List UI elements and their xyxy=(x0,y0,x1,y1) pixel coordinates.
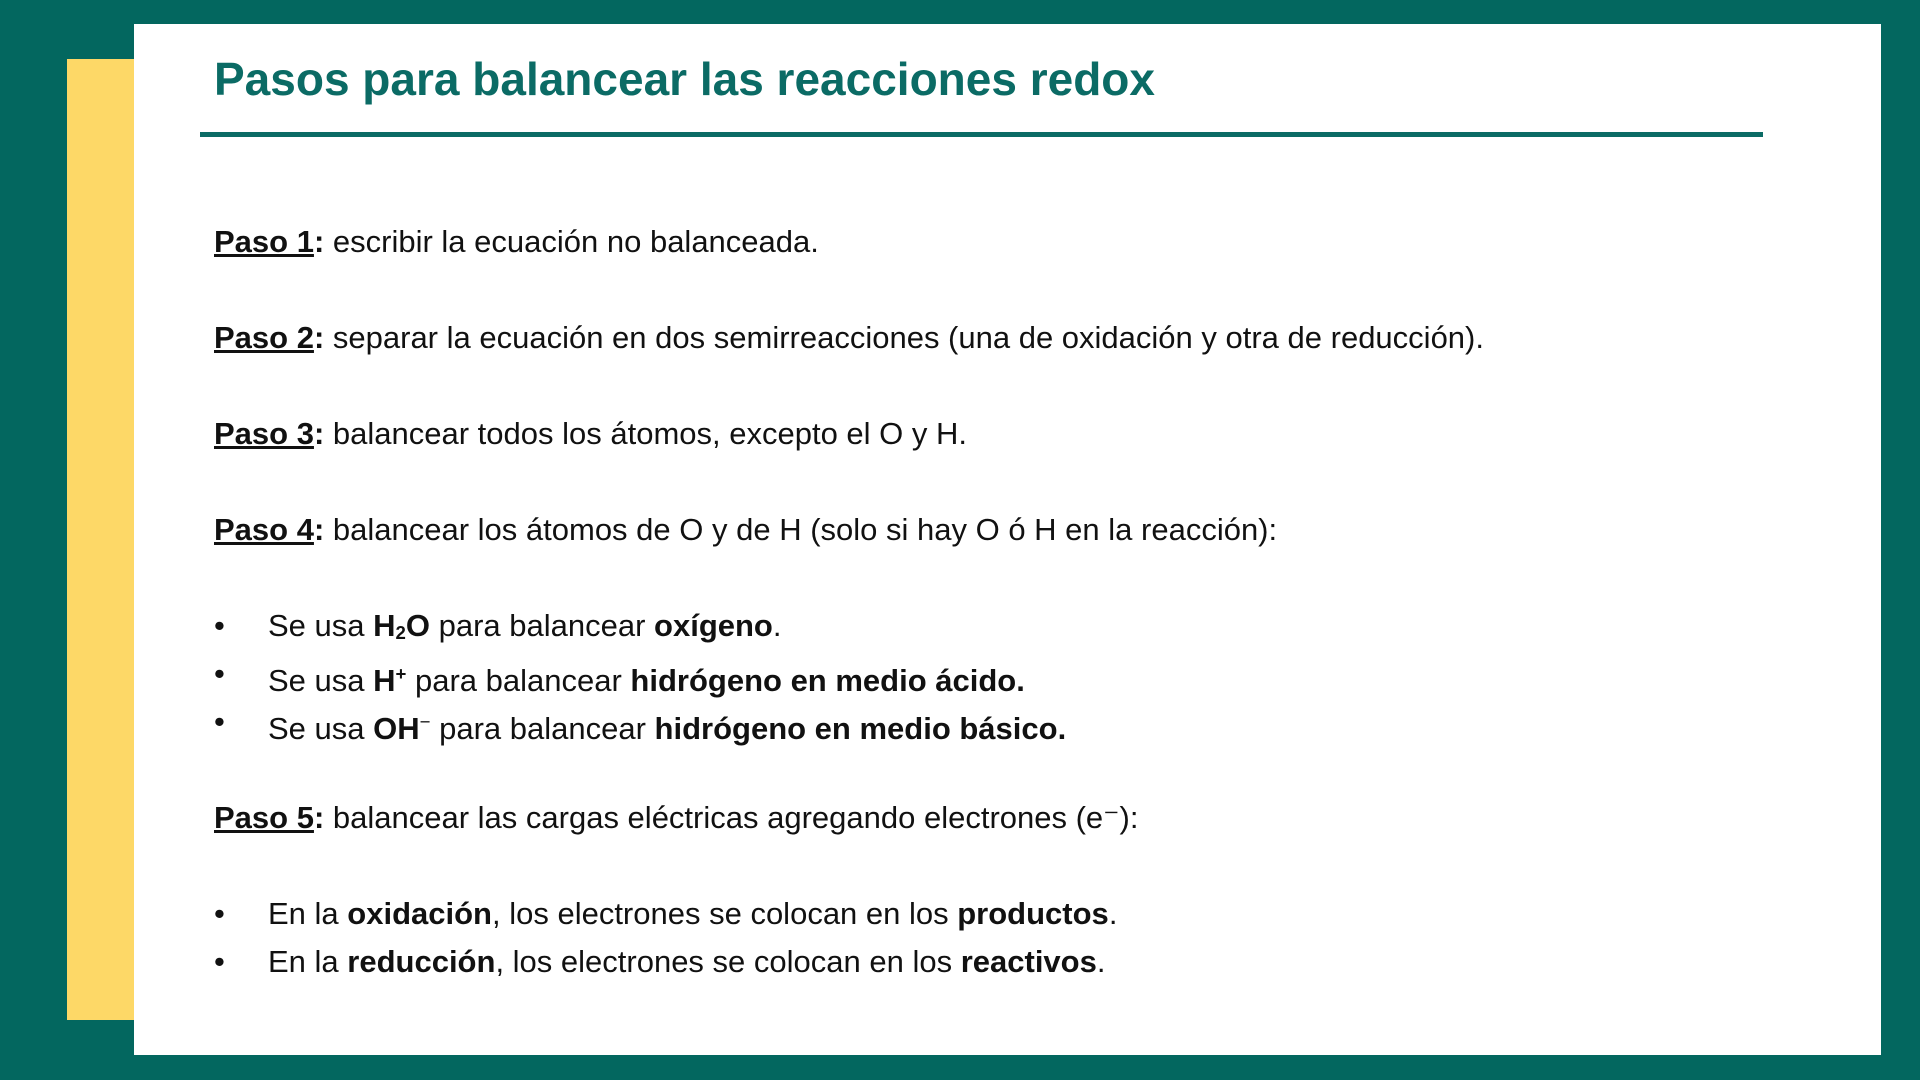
text: para balancear xyxy=(406,663,631,699)
text: Se usa xyxy=(268,663,374,699)
step-5 xyxy=(214,798,1138,838)
text: . xyxy=(1108,896,1118,931)
bullet-icon: • xyxy=(214,656,225,691)
superscript: + xyxy=(395,663,407,684)
formula: OH xyxy=(373,711,420,747)
step-1 xyxy=(214,222,819,262)
slide-title: Pasos para balancear las reacciones redox xyxy=(214,53,1155,105)
bullet-item xyxy=(214,942,1106,982)
colon: : xyxy=(313,416,325,451)
yellow-accent-bar xyxy=(67,59,134,1020)
step-text: balancear todos los átomos, excepto el O y H. xyxy=(324,416,968,451)
text: , los electrones se colocan en los xyxy=(495,944,961,979)
bullet-icon: • xyxy=(214,896,225,931)
emphasis: productos xyxy=(957,896,1109,931)
bullet-item xyxy=(214,894,1118,934)
step-label: Paso 4 xyxy=(214,512,314,547)
colon: : xyxy=(313,512,325,547)
bullet-item xyxy=(214,606,782,646)
step-label: Paso 1 xyxy=(214,224,314,259)
bullet-icon: • xyxy=(214,608,225,643)
step-label: Paso 3 xyxy=(214,416,314,451)
colon: : xyxy=(313,800,325,835)
bullet-icon: • xyxy=(214,944,225,979)
text: Se usa xyxy=(268,711,374,747)
text: para balancear xyxy=(430,711,655,747)
formula: H xyxy=(373,608,396,643)
step-label: Paso 2 xyxy=(214,320,314,355)
subscript: 2 xyxy=(395,621,406,643)
emphasis: reactivos xyxy=(960,944,1097,979)
emphasis: reducción xyxy=(347,944,496,979)
step-label: Paso 5 xyxy=(214,800,314,835)
bullet-item xyxy=(214,654,1025,699)
text: En la xyxy=(268,944,348,979)
step-3 xyxy=(214,414,967,454)
colon: : xyxy=(313,320,325,355)
formula: H xyxy=(373,663,396,699)
text: . xyxy=(772,608,782,643)
emphasis: oxidación xyxy=(347,896,492,931)
step-text: balancear las cargas eléctricas agregando electrones (e⁻): xyxy=(324,800,1139,835)
bullet-icon: • xyxy=(214,704,225,739)
emphasis: hidrógeno en medio ácido. xyxy=(630,663,1025,699)
emphasis: oxígeno xyxy=(654,608,773,643)
colon: : xyxy=(313,224,325,259)
text: . xyxy=(1096,944,1106,979)
bullet-item xyxy=(214,702,1067,747)
step-4 xyxy=(214,510,1277,550)
emphasis: hidrógeno en medio básico. xyxy=(654,711,1067,747)
title-divider xyxy=(200,132,1763,137)
text: Se usa xyxy=(268,608,374,643)
step-text: escribir la ecuación no balanceada. xyxy=(324,224,819,259)
step-2 xyxy=(214,318,1484,358)
step-text: separar la ecuación en dos semirreacciones (una de oxidación y otra de reducción). xyxy=(324,320,1484,355)
formula: O xyxy=(405,608,430,643)
text: , los electrones se colocan en los xyxy=(491,896,958,931)
text: para balancear xyxy=(429,608,655,643)
step-text: balancear los átomos de O y de H (solo si hay O ó H en la reacción): xyxy=(324,512,1278,547)
superscript: − xyxy=(419,711,431,732)
text: En la xyxy=(268,896,348,931)
